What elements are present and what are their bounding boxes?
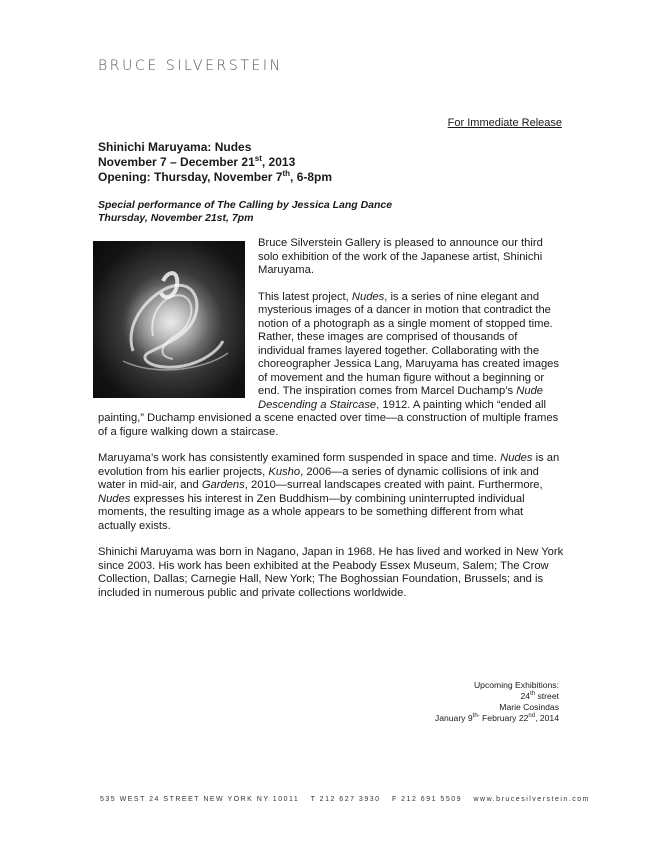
special-performance-title: Special performance of The Calling by Jessica Lang Dance xyxy=(98,199,393,211)
special-performance-date: Thursday, November 21st, 7pm xyxy=(98,212,254,224)
special-performance xyxy=(98,199,568,225)
footer-fax: F 212 691 5509 xyxy=(391,796,462,803)
exhibition-heading xyxy=(98,140,568,185)
footer-website: www.brucesilverstein.com xyxy=(473,796,590,803)
upcoming-heading: Upcoming Exhibitions: xyxy=(473,680,559,690)
gallery-logo: BRUCE SILVERSTEIN xyxy=(98,58,283,74)
upcoming-dates: January $9^{th-}$ February 22nd, 2014 xyxy=(434,713,559,723)
upcoming-location: 24th street xyxy=(520,691,559,701)
paragraph-intro: Bruce Silverstein Gallery is pleased to announce our third solo exhibition of the work of the Japanese artist, Shinichi Maruyama. xyxy=(258,237,543,276)
footer-contact xyxy=(100,796,590,803)
release-notice: For Immediate Release xyxy=(447,117,562,129)
footer-phone: T 212 627 3930 xyxy=(310,796,381,803)
paragraph-work: Maruyama’s work has consistently examined form suspended in space and time. Nudes is an evolution from his earlier projects, Kusho, 2006—a series of dynamic collisions of ink and water in mid-air, and Gardens, 2010—surreal landscapes created with paint. Furthermore, Nudes expresses his interest in Zen Buddhism—by combining uninterrupted individual moments, the resulting image as a whole appears to be something different from what actually exists. xyxy=(98,452,560,532)
exhibition-dates: November 7 – December 21st, 2013 xyxy=(98,154,296,169)
exhibition-title: Shinichi Maruyama: Nudes xyxy=(98,140,252,154)
press-release-body xyxy=(98,237,564,613)
opening-info: Opening: Thursday, November 7th, 6-8pm xyxy=(98,169,333,184)
footer-address: 535 WEST 24 STREET NEW YORK NY 10011 xyxy=(100,796,300,803)
upcoming-artist: Marie Cosindas xyxy=(499,702,559,712)
paragraph-project: This latest project, Nudes, is a series of nine elegant and mysterious images of a dancer in motion that contradict the notion of a photograph as a single moment of stopped time. Rather, these images are comprised of thousands of individual frames layered together. Collaborating with the choreographer Jessica Lang, Maruyama has created images of movement and the human figure without a beginning or end. The inspiration comes from Marcel Duchamp’s Nude Descending a Staircase, 1912. A painting which “ended all painting,” Duchamp envisioned a scene enacted over time—a construction of multiple frames of a figure walking down a staircase. xyxy=(98,290,559,438)
upcoming-exhibitions xyxy=(359,680,559,724)
paragraph-biography: Shinichi Maruyama was born in Nagano, Japan in 1968. He has lived and worked in New York since 2003. His work has been exhibited at the Peabody Essex Museum, Salem; The Crow Collection, Dallas; Carnegie Hall, New York; The Boghossian Foundation, Brussels; and is included in numerous public and private collections worldwide. xyxy=(98,546,564,599)
